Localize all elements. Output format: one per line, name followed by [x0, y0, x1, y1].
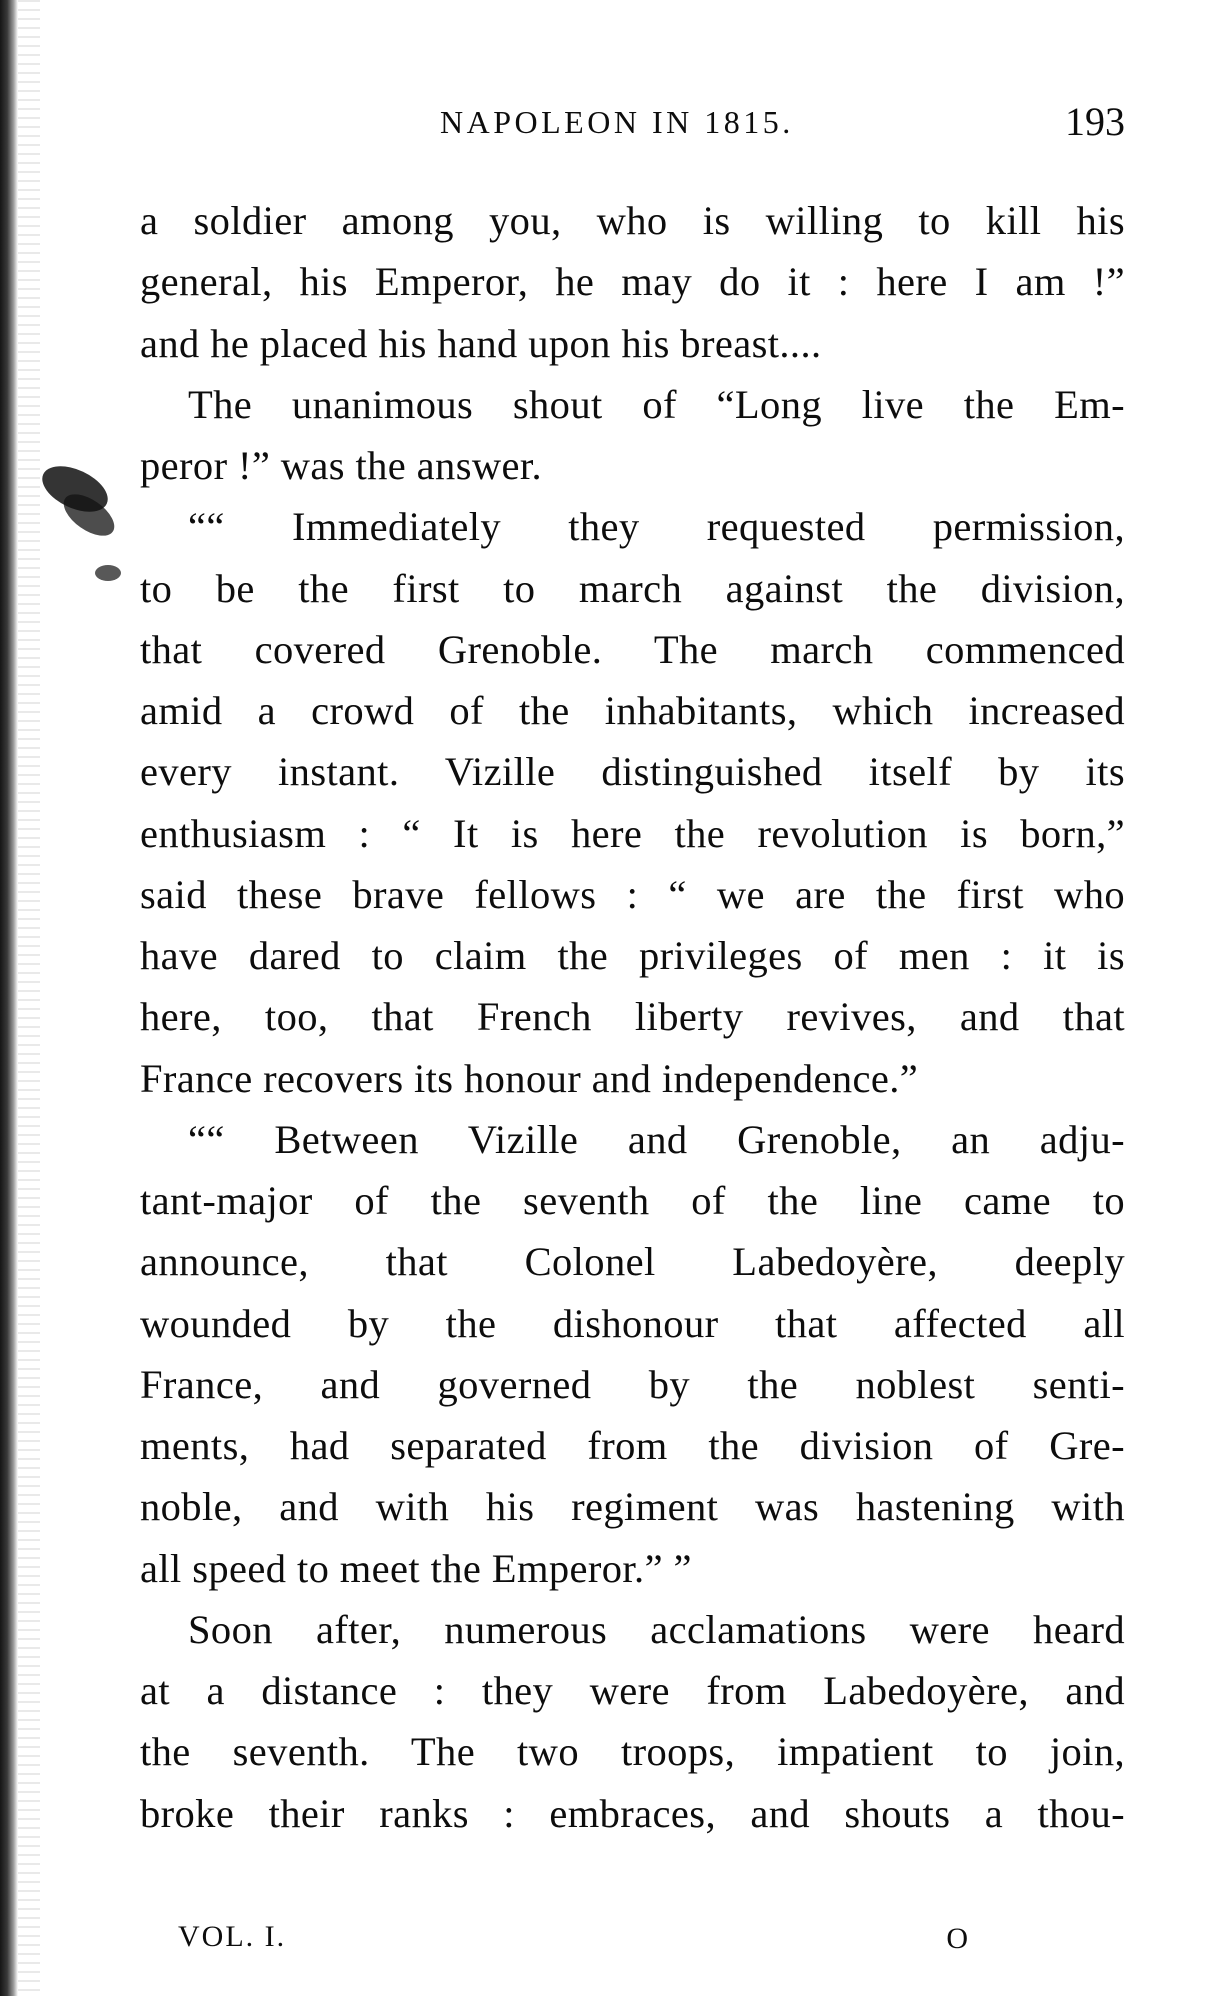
- text-line: all speed to meet the Emperor.” ”: [140, 1545, 692, 1591]
- text-line: The unanimous shout of “Long live the Em-: [188, 381, 1125, 427]
- page-binding-edge: [0, 0, 18, 1996]
- ink-blot: [95, 565, 121, 581]
- text-line: enthusiasm : “ It is here the revolution is born,”: [140, 810, 1125, 856]
- text-line: every instant. Vizille distinguished itself by its: [140, 749, 1125, 795]
- text-line: ““ Between Vizille and Grenoble, an adju-: [188, 1116, 1125, 1162]
- text-line: ““ Immediately they requested permission,: [188, 504, 1125, 550]
- text-line: Soon after, numerous acclamations were heard: [188, 1606, 1125, 1652]
- text-line: tant-major of the seventh of the line came to: [140, 1178, 1125, 1223]
- signature-mark: O: [946, 1922, 968, 1955]
- page-footer: [178, 1920, 968, 1970]
- text-line: at a distance : they were from Labedoyère, and: [140, 1668, 1125, 1713]
- text-line: the seventh. The two troops, impatient to join,: [140, 1729, 1125, 1775]
- page-number: 193: [1065, 99, 1125, 144]
- text-line: France recovers its honour and independence.”: [140, 1055, 919, 1101]
- text-line: a soldier among you, who is willing to kill his: [140, 198, 1125, 243]
- text-line: and he placed his hand upon his breast....: [140, 320, 822, 366]
- text-line: to be the first to march against the division,: [140, 565, 1125, 611]
- volume-signature: VOL. I.: [178, 1920, 287, 1953]
- binding-speckle: [18, 0, 40, 1996]
- running-head: NAPOLEON IN 1815.: [440, 104, 794, 140]
- text-line: said these brave fellows : “ we are the first who: [140, 871, 1125, 917]
- text-line: ments, had separated from the division of Gre-: [140, 1423, 1125, 1468]
- text-line: announce, that Colonel Labedoyère, deeply: [140, 1239, 1125, 1285]
- body-text: [140, 190, 1125, 1844]
- text-line: peror !” was the answer.: [140, 443, 543, 488]
- text-line: here, too, that French liberty revives, and that: [140, 994, 1125, 1040]
- text-line: that covered Grenoble. The march commenced: [140, 626, 1125, 672]
- text-line: have dared to claim the privileges of men : it is: [140, 933, 1125, 978]
- text-line: France, and governed by the noblest senti-: [140, 1361, 1125, 1407]
- text-line: broke their ranks : embraces, and shouts a thou-: [140, 1790, 1125, 1836]
- text-line: wounded by the dishonour that affected all: [140, 1300, 1125, 1346]
- text-line: general, his Emperor, he may do it : here I am !”: [140, 259, 1125, 305]
- text-line: noble, and with his regiment was hastening with: [140, 1484, 1125, 1530]
- text-line: amid a crowd of the inhabitants, which increased: [140, 688, 1125, 733]
- page-header: [140, 98, 1125, 148]
